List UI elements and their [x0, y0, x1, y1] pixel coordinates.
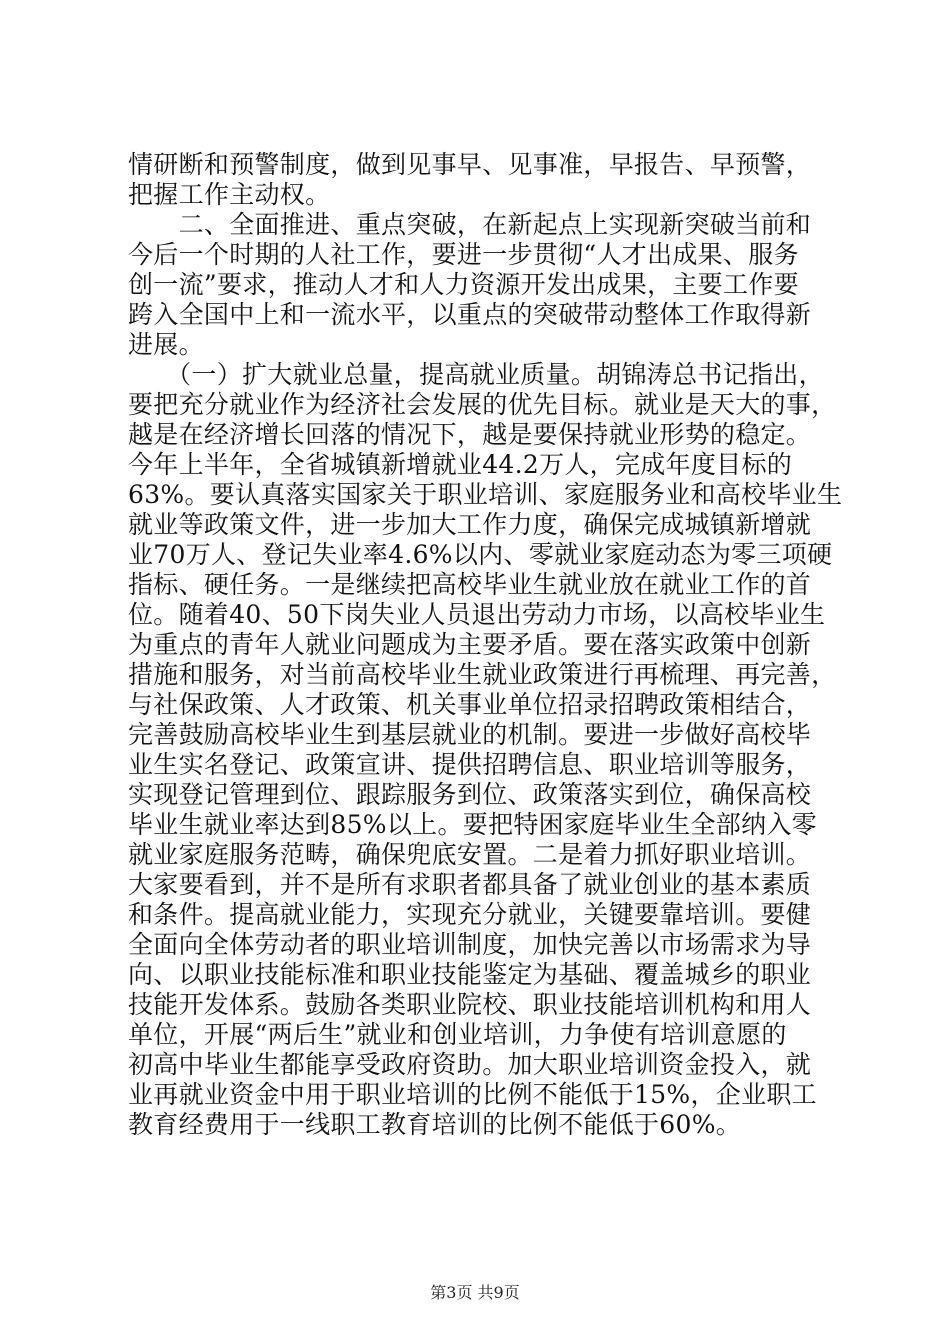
text-line: 全面向全体劳动者的职业培训制度，加快完善以市场需求为导: [128, 930, 812, 959]
text-line: 二、全面推进、重点突破，在新起点上实现新突破当前和: [128, 210, 812, 239]
text-line: 初高中毕业生都能享受政府资助。加大职业培训资金投入，就: [128, 1050, 812, 1079]
text-line: 大家要看到，并不是所有求职者都具备了就业创业的基本素质: [128, 870, 812, 899]
text-line: 与社保政策、人才政策、机关事业单位招录招聘政策相结合，: [128, 690, 812, 719]
text-line: 向、以职业技能标准和职业技能鉴定为基础、覆盖城乡的职业: [128, 960, 812, 989]
text-line: 进展。: [128, 330, 204, 359]
text-line: 指标、硬任务。一是继续把高校毕业生就业放在就业工作的首: [128, 570, 812, 599]
text-line: （一）扩大就业总量，提高就业质量。胡锦涛总书记指出，: [128, 360, 824, 389]
text-line: 位。随着40、50下岗失业人员退出劳动力市场，以高校毕业生: [128, 600, 826, 629]
text-line: 情研断和预警制度，做到见事早、见事准，早报告、早预警，: [128, 150, 812, 179]
text-line: 63%。要认真落实国家关于职业培训、家庭服务业和高校毕业生: [128, 480, 843, 509]
text-line: 完善鼓励高校毕业生到基层就业的机制。要进一步做好高校毕: [128, 720, 812, 749]
text-line: 创一流”要求，推动人才和人力资源开发出成果，主要工作要: [128, 270, 799, 299]
text-line: 毕业生就业率达到85%以上。要把特困家庭毕业生全部纳入零: [128, 810, 817, 839]
text-line: 单位，开展“两后生”就业和创业培训，力争使有培训意愿的: [128, 1020, 787, 1049]
text-line: 跨入全国中上和一流水平，以重点的突破带动整体工作取得新: [128, 300, 812, 329]
text-line: 就业家庭服务范畴，确保兜底安置。二是着力抓好职业培训。: [128, 840, 812, 869]
text-line: 教育经费用于一线职工教育培训的比例不能低于60%。: [128, 1110, 742, 1139]
text-line: 越是在经济增长回落的情况下，越是要保持就业形势的稳定。: [128, 420, 812, 449]
text-line: 要把充分就业作为经济社会发展的优先目标。就业是天大的事，: [128, 390, 837, 419]
text-line: 今后一个时期的人社工作，要进一步贯彻“人才出成果、服务: [128, 240, 799, 269]
text-line: 把握工作主动权。: [128, 180, 331, 209]
page-number-footer: 第3页 共9页: [430, 1283, 520, 1302]
text-line: 实现登记管理到位、跟踪服务到位、政策落实到位，确保高校: [128, 780, 812, 809]
document-body: [128, 150, 843, 1140]
text-line: 业70万人、登记失业率4.6%以内、零就业家庭动态为零三项硬: [128, 540, 833, 569]
text-line: 为重点的青年人就业问题成为主要矛盾。要在落实政策中创新: [128, 630, 812, 659]
text-line: 就业等政策文件，进一步加大工作力度，确保完成城镇新增就: [128, 510, 812, 539]
text-line: 业再就业资金中用于职业培训的比例不能低于15%，企业职工: [128, 1080, 817, 1109]
text-line: 今年上半年，全省城镇新增就业44.2万人，完成年度目标的: [128, 450, 793, 479]
text-line: 和条件。提高就业能力，实现充分就业，关键要靠培训。要健: [128, 900, 812, 929]
text-line: 业生实名登记、政策宣讲、提供招聘信息、职业培训等服务，: [128, 750, 812, 779]
text-line: 措施和服务，对当前高校毕业生就业政策进行再梳理、再完善，: [128, 660, 837, 689]
text-line: 技能开发体系。鼓励各类职业院校、职业技能培训机构和用人: [128, 990, 812, 1019]
